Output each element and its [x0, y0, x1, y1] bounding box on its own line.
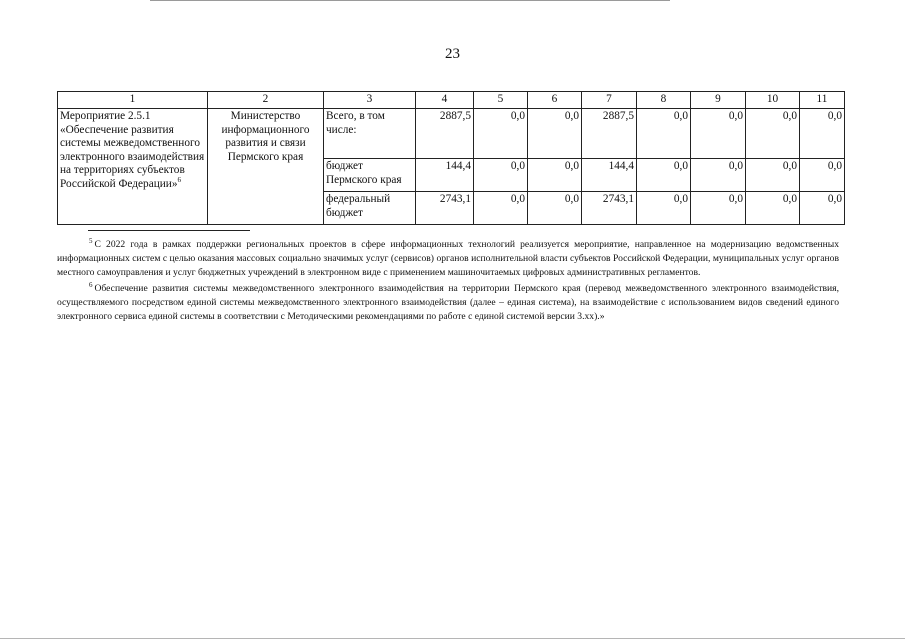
funding-source-cell: Всего, в том числе:: [324, 109, 416, 159]
footnote-text: Обеспечение развития системы межведомственного электронного взаимодействия на территории Пермского края (перевод межведомственного электронного взаимодействия, осуществляемого посредством единой системы межведомственного электронного взаимодействия (далее – единая система), на взаимодействие с использованием видов сведений единого электронного сервиса единой системы в соответствии с Методическими рекомендациями по работе с единой системой версии 3.хх).»: [57, 283, 839, 322]
column-header: 7: [582, 92, 637, 109]
scan-edge-top: [150, 0, 670, 1]
value-cell: 0,0: [474, 192, 528, 225]
value-cell: 0,0: [528, 192, 582, 225]
value-cell: 0,0: [800, 109, 845, 159]
activity-name: Мероприятие 2.5.1 «Обеспечение развития системы межведомственного электронного взаимодействия на территориях субъектов Российской Федерации»: [60, 110, 205, 190]
column-header: 4: [416, 92, 474, 109]
executor-cell: Министерство информационного развития и связи Пермского края: [208, 109, 324, 225]
table-row: [58, 109, 845, 159]
value-cell: 0,0: [637, 159, 691, 192]
column-header: 11: [800, 92, 845, 109]
value-cell: 0,0: [637, 109, 691, 159]
value-cell: 0,0: [691, 192, 746, 225]
value-cell: 0,0: [800, 159, 845, 192]
value-cell: 2743,1: [416, 192, 474, 225]
footnotes: [57, 238, 839, 324]
value-cell: 0,0: [474, 109, 528, 159]
funding-source-cell: бюджет Пермского края: [324, 159, 416, 192]
footnote: [57, 238, 839, 280]
table-header-row: [58, 92, 845, 109]
value-cell: 0,0: [691, 159, 746, 192]
column-header: 1: [58, 92, 208, 109]
value-cell: 0,0: [691, 109, 746, 159]
value-cell: 0,0: [800, 192, 845, 225]
column-header: 10: [746, 92, 800, 109]
funding-table: [57, 91, 845, 225]
column-header: 5: [474, 92, 528, 109]
value-cell: 2887,5: [416, 109, 474, 159]
value-cell: 144,4: [582, 159, 637, 192]
value-cell: 0,0: [746, 192, 800, 225]
footnote-separator: [88, 230, 250, 231]
footnote-text: С 2022 года в рамках поддержки региональных проектов в сфере информационных технологий реализуется мероприятие, направленное на модернизацию ведомственных информационных систем с целью оказания массовых социально значимых услуг (сервисов) органов исполнительной власти субъектов Российской Федерации, муниципальных услуг органов местного самоуправления и услуг бюджетных учреждений в электронном виде с применением машиночитаемых цифровых административных регламентов.: [57, 239, 839, 278]
footnote-mark: 5: [89, 236, 93, 245]
column-header: 9: [691, 92, 746, 109]
value-cell: 0,0: [746, 109, 800, 159]
footnote-reference: 6: [177, 175, 181, 184]
page-number: 23: [445, 46, 460, 62]
value-cell: 0,0: [528, 109, 582, 159]
column-header: 8: [637, 92, 691, 109]
footnote-mark: 6: [89, 280, 93, 289]
footnote: [57, 282, 839, 324]
column-header: 6: [528, 92, 582, 109]
value-cell: 0,0: [637, 192, 691, 225]
value-cell: 144,4: [416, 159, 474, 192]
value-cell: 0,0: [746, 159, 800, 192]
activity-cell: [58, 109, 208, 225]
value-cell: 2743,1: [582, 192, 637, 225]
value-cell: 2887,5: [582, 109, 637, 159]
column-header: 3: [324, 92, 416, 109]
value-cell: 0,0: [528, 159, 582, 192]
scan-edge-bottom: [0, 638, 905, 639]
funding-source-cell: федеральный бюджет: [324, 192, 416, 225]
column-header: 2: [208, 92, 324, 109]
value-cell: 0,0: [474, 159, 528, 192]
